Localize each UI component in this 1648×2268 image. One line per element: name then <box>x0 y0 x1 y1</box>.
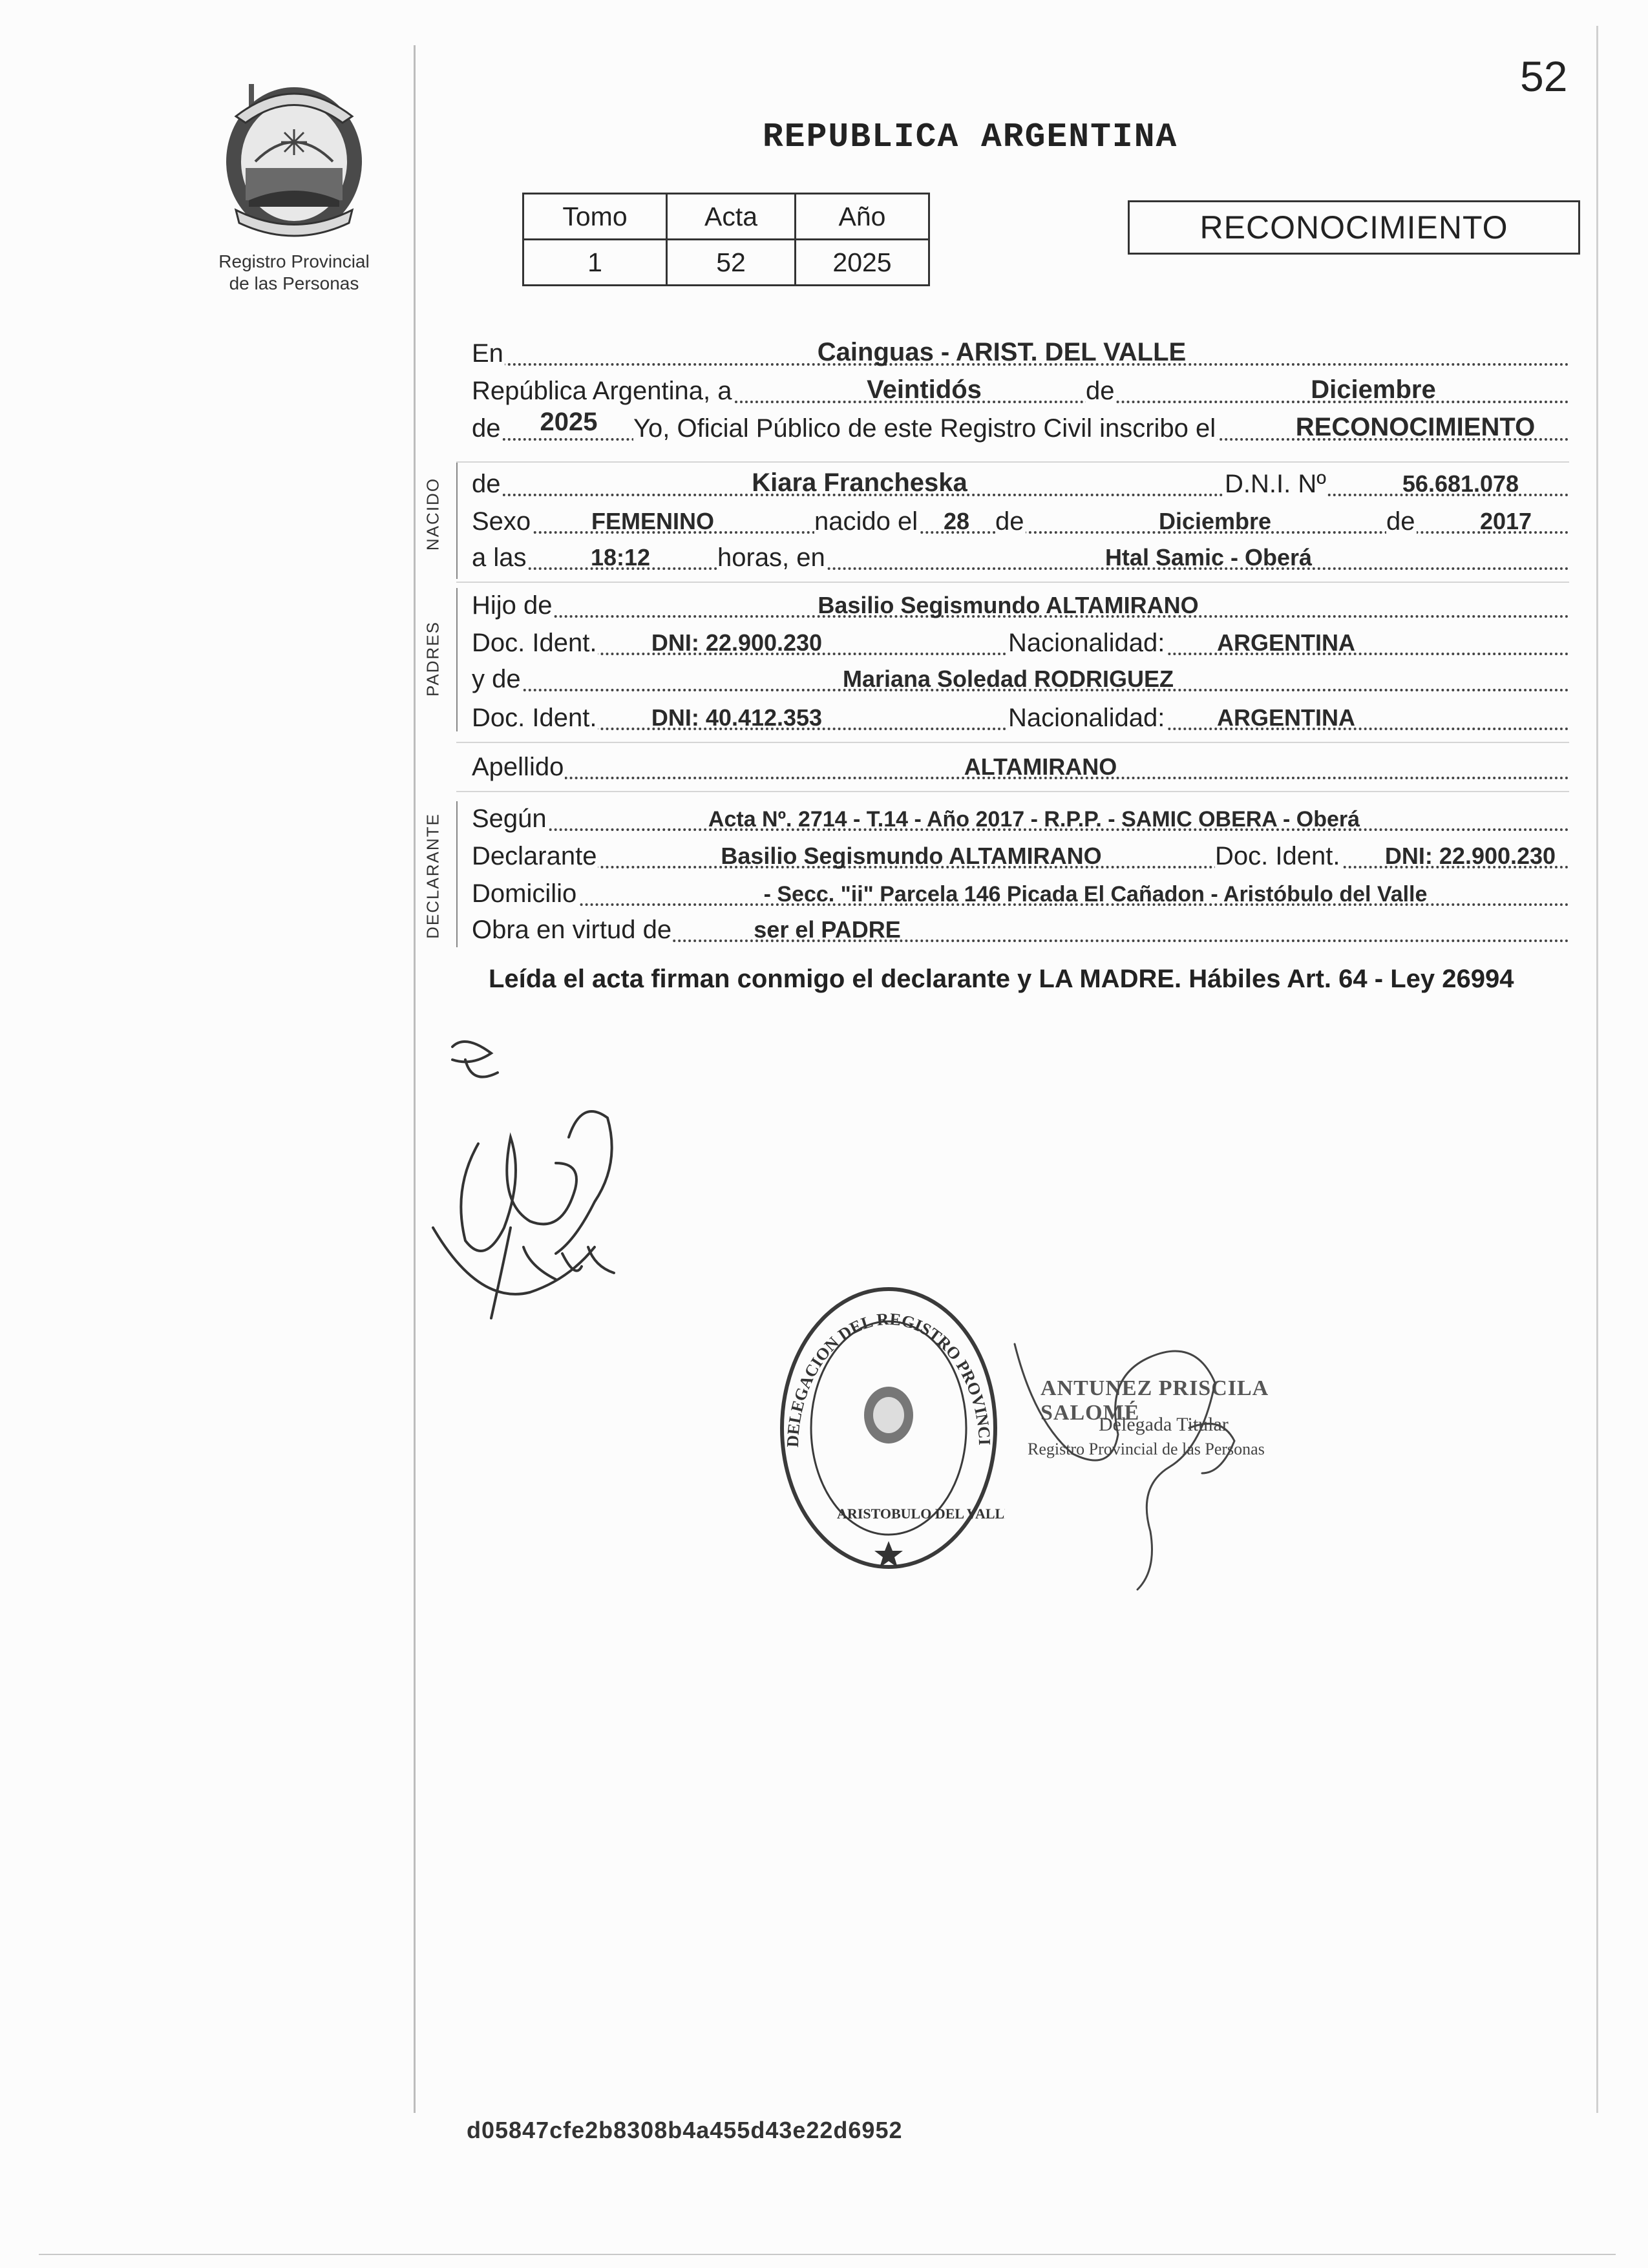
page-number: 52 <box>1520 52 1568 100</box>
label-segun: Según <box>472 804 547 833</box>
tomo-header: Tomo <box>523 194 667 240</box>
reference-table-header-row <box>523 194 929 240</box>
value-nac-dia: 28 <box>943 508 970 534</box>
label-y-de: y de <box>472 665 521 693</box>
official-signature-scribble-icon <box>1008 1318 1280 1602</box>
value-dia: Veintidós <box>867 375 982 404</box>
label-a-las: a las <box>472 543 527 572</box>
reference-table-value-row <box>523 240 929 286</box>
declarante-bracket <box>456 801 458 947</box>
value-lugar: Cainguas - ARIST. DEL VALLE <box>817 338 1187 366</box>
row-hora <box>472 540 1569 576</box>
label-doc-ident: Doc. Ident. <box>472 629 597 657</box>
label-apellido: Apellido <box>472 753 564 781</box>
registry-caption <box>194 251 394 295</box>
row-padre-doc <box>472 625 1569 662</box>
value-padre-nac: ARGENTINA <box>1217 629 1355 656</box>
value-padre: Basilio Segismundo ALTAMIRANO <box>818 592 1199 618</box>
row-nombre <box>472 467 1569 503</box>
nacido-bracket <box>456 463 458 579</box>
label-horas-en: horas, en <box>717 543 825 572</box>
document-type-box: RECONOCIMIENTO <box>1128 200 1580 255</box>
label-oficial: Yo, Oficial Público de este Registro Civil inscribo el <box>633 414 1216 443</box>
label-domicilio: Domicilio <box>472 879 577 908</box>
value-nac-mes: Diciembre <box>1158 508 1272 534</box>
label-hijo-de: Hijo de <box>472 591 553 620</box>
value-nac-anio: 2017 <box>1479 508 1532 534</box>
anio-value: 2025 <box>796 240 929 286</box>
acta-value: 52 <box>667 240 796 286</box>
declarant-signature <box>427 1034 659 1331</box>
value-segun: Acta Nº. 2714 - T.14 - Año 2017 - R.P.P. - SAMIC OBERA - Oberá <box>708 807 1360 832</box>
label-obra: Obra en virtud de <box>472 916 672 944</box>
label-en: En <box>472 339 503 368</box>
row-lugar <box>472 336 1569 372</box>
label-declarante: Declarante <box>472 842 597 870</box>
official-title: Delegada Titular <box>1099 1414 1229 1435</box>
padres-bracket <box>456 588 458 731</box>
province-coat-of-arms-icon <box>217 78 372 246</box>
label-nacionalidad: Nacionalidad: <box>1008 704 1165 732</box>
row-madre-doc <box>472 700 1569 737</box>
row-fecha <box>472 373 1569 410</box>
right-margin-line <box>1596 26 1598 2113</box>
value-nombre: Kiara Francheska <box>752 468 967 497</box>
round-seal-icon <box>772 1279 1005 1577</box>
value-declarante: Basilio Segismundo ALTAMIRANO <box>721 843 1102 869</box>
section-divider <box>456 791 1569 792</box>
official-office: Registro Provincial de las Personas <box>1028 1440 1265 1458</box>
value-madre-nac: ARGENTINA <box>1217 704 1355 731</box>
official-name: ANTUNEZ PRISCILA SALOMÉ <box>1041 1376 1268 1425</box>
row-madre <box>472 662 1569 698</box>
label-republica: República Argentina, a <box>472 377 732 405</box>
acta-header: Acta <box>667 194 796 240</box>
tomo-value: 1 <box>523 240 667 286</box>
value-apellido: ALTAMIRANO <box>964 753 1117 780</box>
country-title: REPUBLICA ARGENTINA <box>763 118 1178 156</box>
value-padre-doc: DNI: 22.900.230 <box>651 629 823 656</box>
label-de-anio: de <box>472 414 501 443</box>
value-declarante-doc: DNI: 22.900.230 <box>1384 843 1556 869</box>
label-nacido-el: nacido el <box>814 507 918 536</box>
value-madre: Mariana Soledad RODRIGUEZ <box>842 666 1174 692</box>
label-doc-ident: Doc. Ident. <box>472 704 597 732</box>
side-label-nacido: NACIDO <box>423 477 443 551</box>
label-de-nac2: de <box>1386 507 1415 536</box>
value-mes: Diciembre <box>1311 375 1436 404</box>
anio-header: Año <box>796 194 929 240</box>
value-lugar-nac: Htal Samic - Oberá <box>1104 544 1313 571</box>
row-declarante <box>472 839 1569 875</box>
label-de-nac: de <box>995 507 1024 536</box>
label-nacionalidad: Nacionalidad: <box>1008 629 1165 657</box>
signature-scribble-icon <box>427 1034 659 1331</box>
value-hora: 18:12 <box>590 544 651 571</box>
label-de-nombre: de <box>472 470 501 498</box>
closing-statement: Leída el acta firman conmigo el declarante y LA MADRE. Hábiles Art. 64 - Ley 26994 <box>489 965 1514 993</box>
row-padre <box>472 588 1569 624</box>
value-madre-doc: DNI: 40.412.353 <box>651 704 823 731</box>
label-doc-ident: Doc. Ident. <box>1215 842 1340 870</box>
section-divider <box>456 461 1569 463</box>
row-acto <box>472 408 1569 447</box>
value-acto: RECONOCIMIENTO <box>1295 413 1536 441</box>
value-obra: ser el PADRE <box>754 916 901 943</box>
left-margin-line <box>414 45 416 2113</box>
value-anio: 2025 <box>540 408 598 436</box>
seal-outer-path: DELEGACION DEL REGISTRO PROVINCI <box>783 1309 995 1448</box>
row-segun <box>472 801 1569 837</box>
label-sexo: Sexo <box>472 507 531 536</box>
value-domicilio: - Secc. "ii" Parcela 146 Picada El Cañadon - Aristóbulo del Valle <box>763 882 1428 907</box>
bottom-rule <box>39 2254 1616 2255</box>
row-apellido <box>472 750 1569 786</box>
row-obra <box>472 912 1569 949</box>
label-dni: D.N.I. Nº <box>1225 470 1326 498</box>
reference-table <box>522 193 930 286</box>
registry-caption-line2: de las Personas <box>229 273 359 293</box>
value-dni: 56.681.078 <box>1402 470 1519 497</box>
row-domicilio <box>472 876 1569 912</box>
side-label-padres: PADRES <box>423 621 443 697</box>
label-de-mes: de <box>1086 377 1115 405</box>
row-sexo <box>472 504 1569 540</box>
section-divider <box>456 582 1569 583</box>
section-divider <box>456 742 1569 743</box>
document-hash: d05847cfe2b8308b4a455d43e22d6952 <box>467 2117 903 2143</box>
registry-caption-line1: Registro Provincial <box>218 251 370 271</box>
registry-seal <box>772 1279 1005 1577</box>
official-signature <box>1008 1318 1280 1602</box>
value-sexo: FEMENINO <box>591 508 714 534</box>
side-label-declarante: DECLARANTE <box>423 813 443 939</box>
seal-inner-text: ARISTOBULO DEL VALLE <box>837 1506 1005 1522</box>
province-logo <box>217 78 372 246</box>
